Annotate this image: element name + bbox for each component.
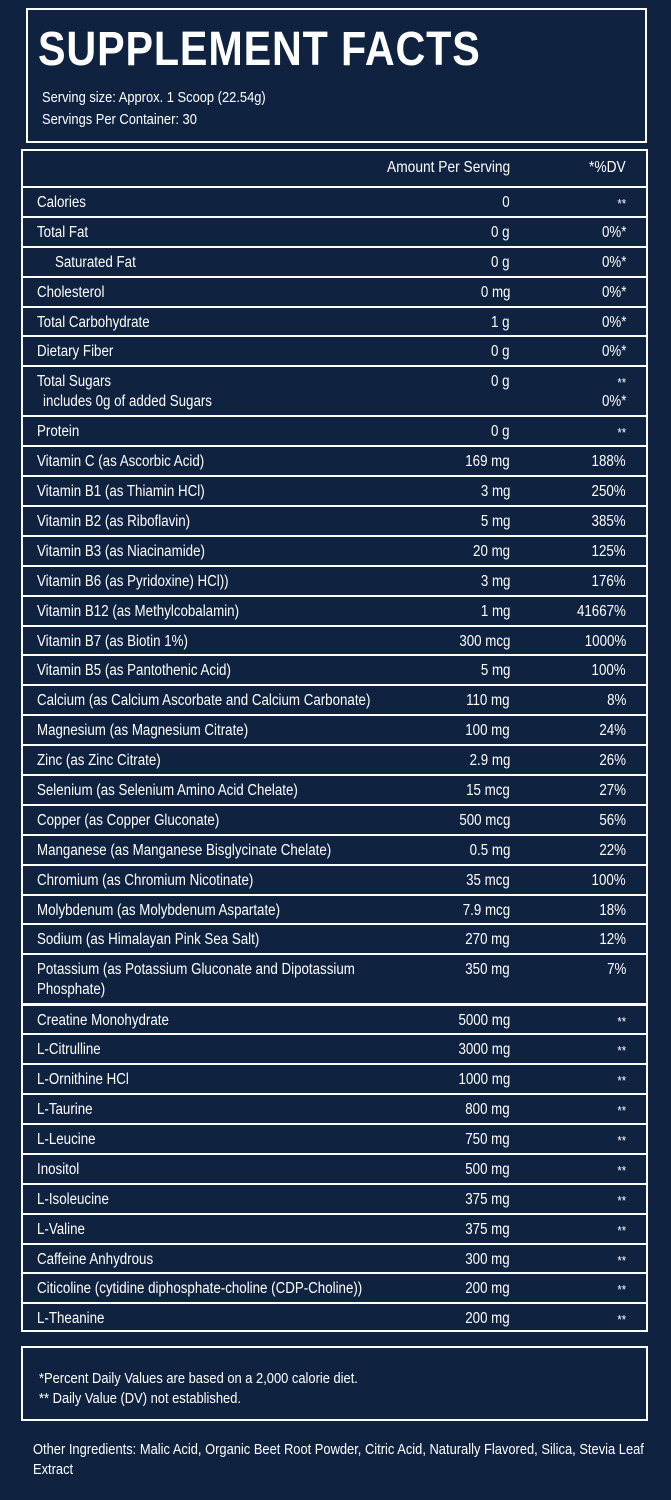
row-name [37,661,262,681]
table-rows [23,186,646,1332]
row-dv-text: 41667% [577,602,626,620]
row-amount-text: 1 mg [480,602,510,620]
row-name [37,342,126,362]
table-row [23,1003,646,1033]
row-amount [451,632,510,652]
row-dv [586,572,626,592]
footnotes-box [21,1346,648,1421]
table-row [23,894,646,924]
row-name [37,1190,121,1210]
row-name [37,1011,190,1031]
row-dv-text: 0%* [601,283,626,301]
row-dv [569,602,626,622]
table-row [23,1272,646,1302]
other-ingredients: Other Ingredients: Malic Acid, Organic Beet Root Powder, Citric Acid, Naturally Flavored, Silica, Stevia Leaf Extract [33,1441,644,1478]
table-row [23,923,646,953]
row-amount-text: 0 g [491,373,510,391]
row-amount [459,781,510,801]
row-dv-text: 0%* [601,253,626,271]
row-amount-text: 350 mg [465,961,510,979]
row-name [37,841,379,861]
row-name-text: Zinc (as Zinc Citrate) [37,752,161,770]
row-sub-dv [598,392,626,412]
row-name-text: Vitamin B1 (as Thiamin HCl) [37,483,205,501]
dv-not-established-note: ** Daily Value (DV) not established. [39,1390,241,1407]
table-row [23,186,646,216]
row-name-text: Molybdenum (as Molybdenum Aspartate) [37,901,281,919]
row-dv [604,960,626,980]
row-amount [458,1130,510,1150]
row-dv [595,781,626,801]
table-row [23,306,646,336]
row-dv-text: 18% [599,901,626,919]
table-row [23,1063,646,1093]
table-row [23,864,646,894]
row-sub-dv-text: 0%* [601,393,626,411]
row-dv [616,1191,626,1211]
row-amount-text: 169 mg [465,453,510,471]
table-row [23,565,646,595]
row-name [37,372,123,392]
row-name [37,452,231,472]
serving-size: Serving size: Approx. 1 Scoop (22.54g) [42,89,266,106]
row-name-text: Total Fat [37,223,89,241]
row-amount [450,1070,510,1090]
row-name [37,691,425,711]
row-amount [458,452,510,472]
row-amount [458,1160,510,1180]
row-name [37,751,181,771]
row-amount [458,721,510,741]
row-dv [595,811,626,831]
row-amount-text: 0.5 mg [469,841,510,859]
row-amount [458,930,510,950]
row-amount-text: 0 g [491,253,510,271]
table-row [23,774,646,804]
row-name [37,1279,415,1299]
row-amount-text: 500 mcg [458,811,510,829]
table-row [23,1243,646,1273]
row-dv [598,253,626,273]
row-dv [598,313,626,333]
row-name-text: Dietary Fiber [37,343,114,361]
row-name [37,1070,144,1090]
row-sub-label [43,392,239,412]
row-amount [488,342,510,362]
row-amount [476,482,510,502]
row-name-text: Vitamin B7 (as Biotin 1%) [37,632,188,650]
row-amount-text: 5 mg [480,513,510,531]
row-dv [586,482,626,502]
row-dv [595,751,626,771]
row-name-text: Sodium (as Himalayan Pink Sea Salt) [37,931,260,949]
table-row [23,505,646,535]
row-dv [586,512,626,532]
row-name [55,253,149,273]
table-row [23,1183,646,1213]
table-row [23,744,646,774]
row-name-text: Caffeine Anhydrous [37,1250,154,1268]
table-row [23,1123,646,1153]
table-row [23,804,646,834]
row-name [37,542,232,562]
column-headers [23,151,646,186]
row-dv [586,452,626,472]
row-dv-text: ** [617,1014,626,1030]
row-dv-text: ** [617,1132,626,1148]
row-amount-text: 7.9 mcg [462,901,510,919]
row-dv-text: ** [617,1162,626,1178]
row-name [37,422,86,442]
row-amount-text: 270 mg [465,931,510,949]
row-amount-text: 100 mg [465,722,510,740]
row-dv [595,841,626,861]
row-dv [586,661,626,681]
row-dv [616,1280,626,1300]
row-dv [616,194,626,214]
row-dv [616,373,626,393]
row-name-text: Magnesium (as Magnesium Citrate) [37,722,249,740]
row-amount [476,572,510,592]
row-amount-text: 375 mg [465,1220,510,1238]
row-name [37,512,215,532]
row-dv-text: ** [617,1312,626,1328]
row-name [37,1160,86,1180]
row-name-text: Vitamin B3 (as Niacinamide) [37,542,205,560]
row-dv [616,1101,626,1121]
row-amount [451,811,510,831]
row-dv [616,1310,626,1330]
row-amount-text: 500 mg [465,1160,510,1178]
row-name-text: Total Sugars [37,373,112,391]
row-dv-text: 100% [591,871,626,889]
row-dv [616,1041,626,1061]
row-amount [488,223,510,243]
row-name-text: L-Taurine [37,1101,93,1119]
row-amount [476,283,510,303]
table-row [23,535,646,565]
row-dv [616,1221,626,1241]
row-dv-text: ** [617,375,626,391]
row-name-continued-text: Phosphate) [37,981,106,999]
row-dv-text: 7% [606,961,626,979]
row-name-text: Total Carbohydrate [37,313,150,331]
table-row [23,445,646,475]
row-name [37,572,260,592]
row-amount-text: 2.9 mg [469,752,510,770]
row-name-text: Cholesterol [37,283,105,301]
row-amount-text: 375 mg [465,1190,510,1208]
row-name-text: Chromium (as Chromium Nicotinate) [37,871,254,889]
table-row [23,1093,646,1123]
row-name [37,781,340,801]
row-amount-text: 1000 mg [458,1071,510,1089]
row-amount-text: 0 g [491,223,510,241]
row-amount-text: 3000 mg [458,1041,510,1059]
row-amount [459,691,510,711]
row-amount-text: 300 mg [465,1250,510,1268]
row-amount-text: 110 mg [466,692,510,710]
row-name-text: Vitamin B2 (as Riboflavin) [37,513,191,531]
dv-column-header: *%DV [589,159,626,176]
row-dv-text: 188% [591,453,626,471]
row-dv-text: ** [617,1073,626,1089]
row-amount [488,313,510,333]
row-dv [586,871,626,891]
row-name [37,283,115,303]
row-dv [595,930,626,950]
row-name-text: Copper (as Copper Gluconate) [37,811,220,829]
row-amount-text: 35 mcg [466,871,510,889]
row-name-text: Vitamin B5 (as Pantothenic Acid) [37,662,231,680]
supplement-facts-header [26,8,647,143]
table-row [23,1302,646,1332]
row-name [37,721,283,741]
row-amount-text: 200 mg [465,1310,510,1328]
row-amount-text: 5000 mg [458,1012,510,1030]
row-amount-text: 0 mg [480,283,510,301]
row-name-text: Vitamin B12 (as Methylcobalamin) [37,602,240,620]
amount-column-header: Amount Per Serving [386,159,510,176]
row-amount [501,193,510,213]
row-dv [595,901,626,921]
row-dv [598,342,626,362]
row-dv [616,1251,626,1271]
row-amount-text: 800 mg [465,1101,510,1119]
row-dv-text: 56% [599,811,626,829]
row-dv [616,1012,626,1032]
table-row [23,714,646,744]
row-name [37,811,249,831]
row-dv [604,691,626,711]
table-row [23,365,646,415]
row-amount [463,841,510,861]
row-name-text: L-Leucine [37,1130,96,1148]
row-dv [586,542,626,562]
table-row [23,246,646,276]
row-amount [476,661,510,681]
row-dv [616,423,626,443]
row-dv-text: 8% [606,692,626,710]
row-name [37,1250,172,1270]
table-row [23,684,646,714]
table-row [23,1033,646,1063]
row-name [37,602,272,622]
row-name [37,901,320,921]
row-name [37,313,168,333]
row-amount [463,751,510,771]
row-amount [476,602,510,622]
row-amount [458,1220,510,1240]
row-name-text: Saturated Fat [55,253,136,271]
table-row [23,475,646,505]
table-row [23,625,646,655]
row-sub-label-text: includes 0g of added Sugars [43,393,212,411]
table-row [23,335,646,365]
row-amount-text: 3 mg [480,572,510,590]
table-row [23,216,646,246]
row-dv-text: 24% [599,722,626,740]
row-amount [458,960,510,980]
row-name-text: L-Isoleucine [37,1190,109,1208]
servings-per-container: Servings Per Container: 30 [42,111,197,128]
row-name [37,930,295,950]
row-name [37,960,407,980]
table-row [23,276,646,306]
row-dv [616,1071,626,1091]
row-name-text: Citicoline (cytidine diphosphate-choline (CDP-Choline)) [37,1280,363,1298]
row-name-text: L-Theanine [37,1310,105,1328]
row-dv-text: 125% [591,542,626,560]
row-amount-text: 300 mcg [458,632,510,650]
row-dv [616,1161,626,1181]
row-name-text: Vitamin B6 (as Pyridoxine) HCl)) [37,572,229,590]
row-name [37,871,289,891]
row-name [37,1130,105,1150]
table-row [23,654,646,684]
row-name [37,632,212,652]
row-dv-text: 26% [599,752,626,770]
row-dv-text: ** [617,1252,626,1268]
row-amount [467,542,510,562]
row-amount [458,1309,510,1329]
row-dv-text: 176% [591,572,626,590]
row-amount-text: 750 mg [465,1130,510,1148]
table-row [23,834,646,864]
row-dv-text: ** [617,425,626,441]
row-dv-text: 22% [599,841,626,859]
row-amount [488,253,510,273]
row-name-text: Creatine Monohydrate [37,1012,169,1030]
row-amount [458,1100,510,1120]
row-amount [476,512,510,532]
row-dv-text: ** [617,1222,626,1238]
row-amount [459,871,510,891]
row-dv-text: 100% [591,662,626,680]
row-name-text: Vitamin C (as Ascorbic Acid) [37,453,205,471]
row-name-text: Inositol [37,1160,80,1178]
row-amount [450,1011,510,1031]
row-dv-text: 12% [599,931,626,949]
row-amount-text: 3 mg [480,483,510,501]
row-dv-text: 0%* [601,343,626,361]
row-name-text: Selenium (as Selenium Amino Acid Chelate) [37,782,298,800]
row-dv-text: ** [617,1192,626,1208]
page-title: SUPPLEMENT FACTS [38,23,481,76]
row-dv-text: ** [617,1282,626,1298]
row-name-text: L-Valine [37,1220,85,1238]
row-name [37,1040,111,1060]
row-dv [578,632,626,652]
row-dv-text: 1000% [584,632,626,650]
row-name [37,223,96,243]
row-amount [488,372,510,392]
row-name-text: Manganese (as Manganese Bisglycinate Chelate) [37,841,332,859]
table-row [23,1153,646,1183]
row-amount [458,1279,510,1299]
row-name-text: Calcium (as Calcium Ascorbate and Calcium Carbonate) [37,692,371,710]
row-amount [450,1040,510,1060]
table-row [23,595,646,625]
row-name-text: Calories [37,194,86,211]
table-row [23,953,646,1003]
row-dv-text: ** [617,1043,626,1059]
row-name [37,482,232,502]
row-name [37,1220,93,1240]
row-amount [458,1250,510,1270]
row-name [37,193,94,213]
facts-table [21,149,648,1332]
table-row [23,415,646,445]
row-dv-text: 385% [591,513,626,531]
row-dv-text: ** [617,196,626,211]
percent-dv-note: *Percent Daily Values are based on a 2,000 calorie diet. [39,1370,358,1387]
row-name-text: Protein [37,423,80,441]
row-name-text: Potassium (as Potassium Gluconate and Dipotassium [37,961,355,979]
row-dv [595,721,626,741]
row-dv [598,223,626,243]
row-amount-text: 200 mg [465,1280,510,1298]
row-amount [458,1190,510,1210]
row-dv-text: 0%* [601,313,626,331]
row-name-text: L-Citrulline [37,1041,101,1059]
row-name-text: L-Ornithine HCl [37,1071,129,1089]
row-amount-text: 15 mcg [466,782,510,800]
row-amount-text: 5 mg [480,662,510,680]
row-dv-text: 27% [599,782,626,800]
row-dv [598,283,626,303]
row-amount [488,422,510,442]
row-dv-text: 0%* [601,223,626,241]
row-dv-text: 250% [591,483,626,501]
row-amount-text: 1 g [491,313,510,331]
row-dv [616,1131,626,1151]
row-name-continued [37,980,116,1000]
table-row [23,1213,646,1243]
row-amount [455,901,510,921]
row-amount-text: 20 mg [472,542,510,560]
row-amount-text: 0 g [491,423,510,441]
row-name [37,1100,102,1120]
row-dv-text: ** [617,1103,626,1119]
row-amount-text: 0 g [491,343,510,361]
row-amount-text: 0 [502,194,510,211]
row-name [37,1309,115,1329]
